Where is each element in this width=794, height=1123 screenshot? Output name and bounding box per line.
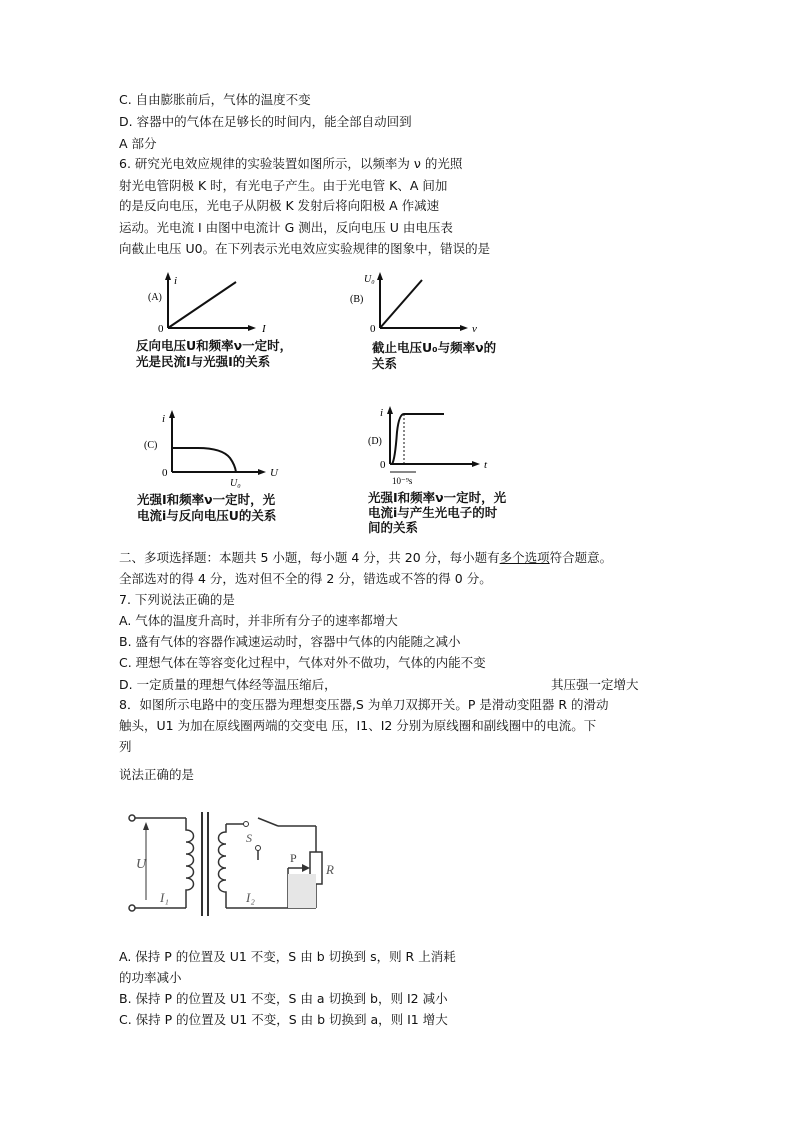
- graph-c-x-arrow: [258, 469, 266, 475]
- graph-a-origin: 0: [158, 323, 164, 335]
- u-label: U: [136, 857, 147, 872]
- graph-c: [136, 406, 286, 488]
- option-a-q8: A. 保持 P 的位置及 U1 不变，S 由 b 切换到 s，则 R 上消耗: [119, 949, 456, 964]
- option-b-q8: B. 保持 P 的位置及 U1 不变，S 由 a 切换到 b，则 I2 减小: [119, 991, 448, 1006]
- graph-c-y-arrow: [169, 410, 175, 418]
- option-c-q5: C. 自由膨胀前后，气体的温度不变: [119, 92, 311, 107]
- transformer-circuit: [122, 804, 346, 922]
- graph-d-x-arrow: [472, 461, 480, 467]
- graph-d-y-label: i: [380, 407, 384, 419]
- primary-terminal-top: [129, 815, 135, 821]
- question-6-line2: 射光电管阴极 K 时，有光电子产生。由于光电管 K、A 间加: [119, 178, 448, 193]
- graph-a-line: [168, 282, 236, 328]
- section-2-heading: [119, 549, 612, 567]
- option-d-q5: D. 容器中的气体在足够长的时间内，能全部自动回到: [119, 114, 412, 129]
- graph-d-tick-label: 10⁻⁹s: [392, 476, 413, 486]
- graph-a-x-arrow: [248, 325, 256, 331]
- graph-c-u0-label: U₀: [230, 478, 241, 488]
- graph-b-y-arrow: [377, 272, 383, 280]
- secondary-coil: [219, 824, 227, 908]
- graph-b-caption-2: 关系: [372, 356, 398, 371]
- option-d-q7-tail: 其压强一定增大: [551, 677, 639, 692]
- section-2-heading-a: 二、多项选择题：本题共 5 小题，每小题 4 分，共 20 分，每小题有: [119, 550, 500, 565]
- graph-d-x-label: t: [484, 459, 488, 471]
- i1-label: I₁: [160, 890, 169, 905]
- option-a-q8-cont: 的功率减小: [119, 970, 182, 985]
- resistor-label: R: [326, 862, 334, 877]
- graph-d-curve: [392, 414, 444, 464]
- graph-d-caption-2: 电流i与产生光电子的时: [368, 505, 498, 520]
- option-c-q7: C. 理想气体在等容变化过程中，气体对外不做功，气体的内能不变: [119, 655, 486, 670]
- i2-label: I₂: [246, 890, 255, 905]
- graph-c-y-label: i: [162, 413, 166, 425]
- question-6-line3: 的是反向电压，光电子从阴极 K 发射后将向阳极 A 作减速: [119, 198, 440, 213]
- graph-a-tag: (A): [148, 292, 162, 303]
- graph-d-caption-3: 间的关系: [368, 520, 419, 535]
- graph-a: [138, 272, 278, 336]
- graph-b-tag: (B): [350, 294, 364, 305]
- question-6-line1: 6. 研究光电效应规律的实验装置如图所示，以频率为 ν 的光照: [119, 156, 463, 171]
- graph-a-x-label: I: [262, 323, 266, 335]
- option-d-q7: D. 一定质量的理想气体经等温压缩后，: [119, 677, 337, 692]
- section-2-scoring: 全部选对的得 4 分，选对但不全的得 2 分，错选或不答的得 0 分。: [119, 571, 492, 586]
- switch-contact-b: [256, 846, 261, 851]
- graph-b-caption-1: 截止电压U₀与频率ν的: [372, 340, 497, 355]
- graph-a-caption-2: 光是民流I与光强I的关系: [136, 354, 271, 369]
- primary-terminal-bottom: [129, 905, 135, 911]
- graph-d-tag: (D): [368, 436, 382, 447]
- graph-c-origin: 0: [162, 467, 168, 479]
- graph-b-x-arrow: [460, 325, 468, 331]
- graph-b-x-label: ν: [472, 323, 477, 335]
- graph-c-caption-2: 电流i与反向电压U的关系: [137, 508, 277, 523]
- u-arrow-head: [143, 822, 149, 830]
- graph-b-y-label: U₀: [364, 274, 375, 285]
- option-a-q7: A. 气体的温度升高时，并非所有分子的速率都增大: [119, 613, 398, 628]
- graph-d-origin: 0: [380, 459, 386, 471]
- switch-contact-a: [244, 822, 249, 827]
- question-6-line5: 向截止电压 U0。在下列表示光电效应实验规律的图象中，错误的是: [119, 241, 491, 256]
- graph-b: [346, 270, 486, 336]
- slider-arrow: [302, 864, 310, 872]
- question-8-line3: 列: [119, 739, 132, 754]
- question-8-line2: 触头，U1 为加在原线圈两端的交变电 压，I1、I2 分别为原线圈和副线圈中的电流。下: [119, 718, 597, 733]
- graph-c-tag: (C): [144, 440, 158, 451]
- graph-d-y-arrow: [387, 406, 393, 414]
- slider-label: P: [290, 851, 297, 865]
- section-2-heading-underlined: 多个选项: [499, 550, 550, 565]
- section-2-heading-b: 符合题意。: [549, 550, 613, 565]
- graph-a-y-arrow: [165, 272, 171, 280]
- graph-c-x-label: U: [270, 467, 278, 479]
- option-b-q7: B. 盛有气体的容器作减速运动时，容器中气体的内能随之减小: [119, 634, 461, 649]
- graph-b-line: [380, 280, 422, 328]
- switch-label: S: [246, 831, 252, 845]
- shaded-region: [288, 874, 316, 908]
- graph-a-y-label: i: [174, 275, 178, 287]
- question-8-line4: 说法正确的是: [119, 767, 195, 782]
- graph-c-curve: [172, 448, 236, 472]
- graph-b-origin: 0: [370, 323, 376, 335]
- option-d-q5-cont: A 部分: [119, 136, 157, 151]
- option-c-q8: C. 保持 P 的位置及 U1 不变，S 由 b 切换到 a，则 I1 增大: [119, 1012, 448, 1027]
- primary-coil: [186, 818, 194, 908]
- graph-c-caption-1: 光强I和频率ν一定时，光: [137, 492, 276, 507]
- question-8-line1: 8．如图所示电路中的变压器为理想变压器,S 为单刀双掷开关。P 是滑动变阻器 R 的滑动: [119, 697, 609, 712]
- question-7: 7. 下列说法正确的是: [119, 592, 235, 607]
- graph-d: [366, 402, 516, 488]
- graph-d-caption-1: 光强I和频率ν一定时，光: [368, 490, 507, 505]
- switch-blade: [258, 818, 278, 826]
- graph-a-caption-1: 反向电压U和频率ν一定时，: [136, 338, 293, 353]
- question-6-line4: 运动。光电流 I 由图中电流计 G 测出，反向电压 U 由电压表: [119, 220, 453, 235]
